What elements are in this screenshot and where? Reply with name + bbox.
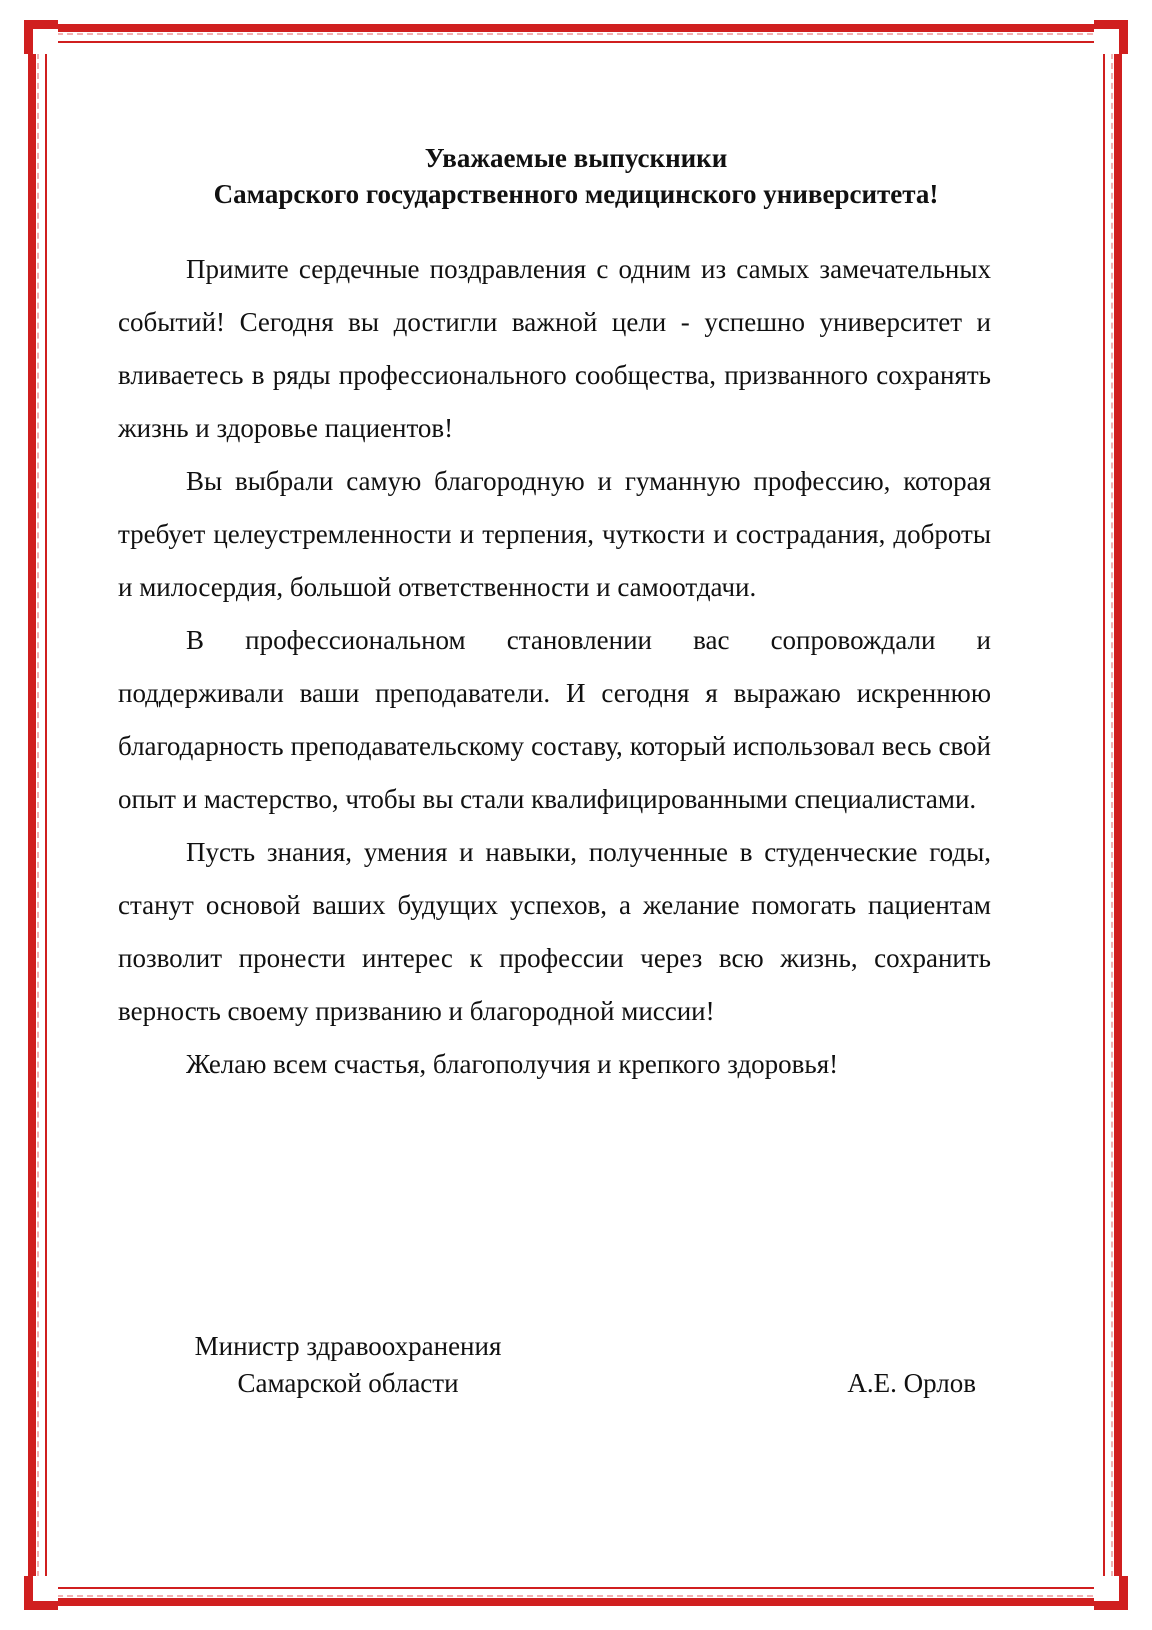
frame-corner-bottom-left	[24, 1576, 58, 1610]
frame-corner-top-left	[24, 20, 58, 54]
signature-position-line-1: Министр здравоохранения	[194, 1331, 502, 1361]
letter-title-line-2: Самарского государственного медицинского университета!	[213, 179, 939, 209]
paragraph-profession: Вы выбрали самую благородную и гуманную профессию, которая требует целеустремленности и терпения, чуткости и сострадания, доброты и милосердия, большой ответственности и самоотдачи.	[118, 466, 991, 602]
signature-position-line-2: Самарской области	[237, 1368, 459, 1398]
paragraph-wishes: Пусть знания, умения и навыки, полученные в студенческие годы, станут основой ваших будущих успехов, а желание помогать пациентам позволит пронести интерес к профессии через всю жизнь, сохранить верность своему призванию и благородной миссии!	[118, 837, 991, 1026]
signature-name: А.Е. Орлов	[847, 1368, 976, 1398]
letter-title-line-1: Уважаемые выпускники	[424, 143, 728, 173]
frame-corner-top-right	[1094, 20, 1128, 54]
paragraph-teachers-gratitude: В профессиональном становлении вас сопровождали и поддерживали ваши преподаватели. И сегодня я выражаю искреннюю благодарность преподавательскому составу, который использовал весь свой опыт и мастерство, чтобы вы стали квалифицированными специалистами.	[118, 625, 991, 814]
paragraph-congratulations: Примите сердечные поздравления с одним из самых замечательных событий! Сегодня вы достигли важной цели - успешно университет и вливаетесь в ряды профессионального сообщества, призванного сохранять жизнь и здоровье пациентов!	[118, 254, 991, 443]
paragraph-closing-wish: Желаю всем счастья, благополучия и крепкого здоровья!	[186, 1049, 839, 1079]
letter-body	[118, 243, 991, 1091]
letter-title	[118, 140, 1034, 212]
frame-corner-bottom-right	[1094, 1576, 1128, 1610]
signature-position	[118, 1328, 578, 1402]
